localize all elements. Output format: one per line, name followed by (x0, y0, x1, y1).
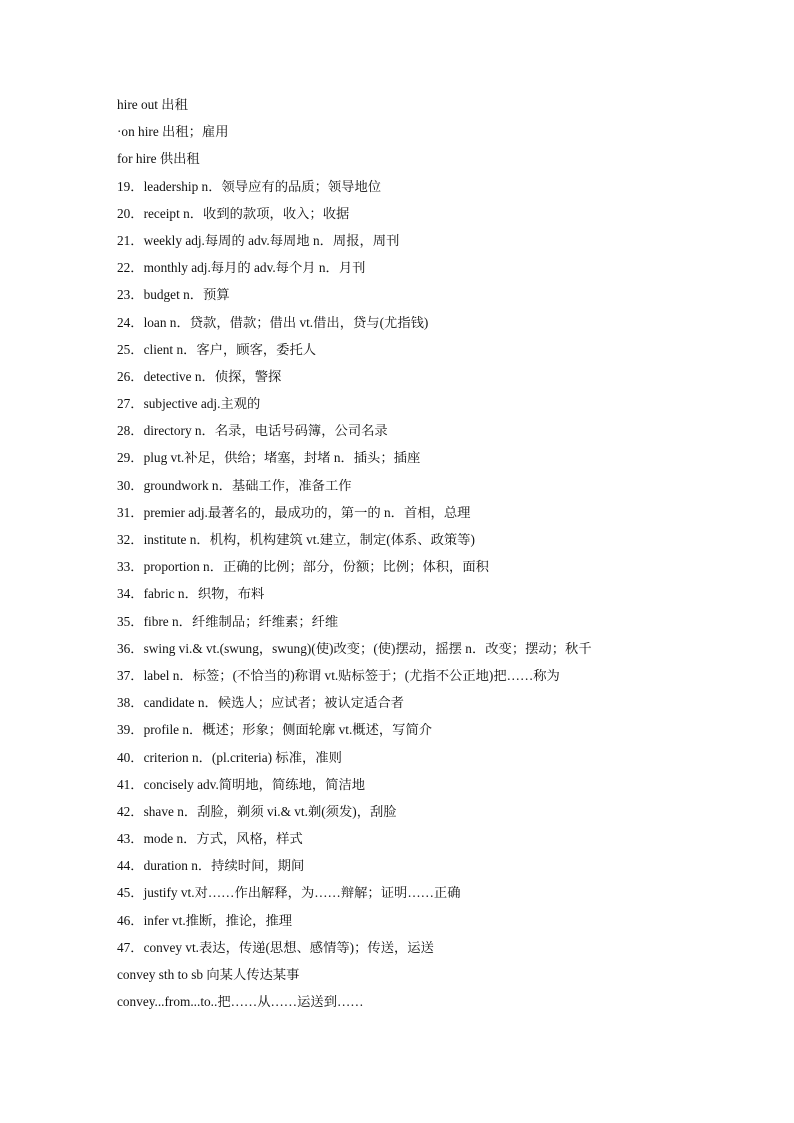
vocab-line: 38．candidate n．候选人；应试者；被认定适合者 (117, 695, 404, 711)
vocab-line: 30．groundwork n．基础工作，准备工作 (117, 477, 352, 493)
vocab-line: 26．detective n．侦探，警探 (117, 368, 282, 384)
vocab-line: 19．leadership n．领导应有的品质；领导地位 (117, 178, 382, 194)
vocab-line: 23．budget n．预算 (117, 287, 230, 303)
vocab-line: convey sth to sb 向某人传达某事 (117, 967, 300, 982)
vocab-line: 42．shave n．刮脸，剃须 vi.& vt.剃(须发)，刮脸 (117, 803, 397, 819)
vocab-line: 29．plug vt.补足，供给；堵塞，封堵 n．插头；插座 (117, 450, 421, 466)
vocab-line: 39．profile n．概述；形象；侧面轮廓 vt.概述，写简介 (117, 722, 433, 738)
vocab-line: 20．receipt n．收到的款项，收入；收据 (117, 205, 350, 221)
vocab-line: 25．client n．客户，顾客，委托人 (117, 341, 317, 357)
vocab-line: 35．fibre n．纤维制品；纤维素；纤维 (117, 613, 339, 629)
vocab-line: 41．concisely adv.简明地，简练地，简洁地 (117, 776, 366, 792)
vocab-line: 27．subjective adj.主观的 (117, 396, 261, 412)
vocab-line: 44．duration n．持续时间，期间 (117, 858, 305, 874)
vocab-line: 45．justify vt.对……作出解释，为……辩解；证明……正确 (117, 885, 461, 901)
vocab-line: 40．criterion n．(pl.criteria) 标准，准则 (117, 749, 342, 765)
vocab-line: 43．mode n．方式，风格，样式 (117, 831, 303, 847)
vocab-line: 31．premier adj.最著名的，最成功的，第一的 n．首相，总理 (117, 504, 471, 520)
vocab-line: 46．infer vt.推断，推论，推理 (117, 912, 293, 928)
vocab-line: hire out 出租 (117, 97, 188, 112)
vocab-line: 22．monthly adj.每月的 adv.每个月 n．月刊 (117, 260, 366, 276)
vocab-line: convey...from...to..把……从……运送到…… (117, 994, 364, 1010)
vocab-line: 33．proportion n．正确的比例；部分，份额；比例；体积，面积 (117, 559, 489, 575)
vocab-line: 37．label n．标签；(不恰当的)称谓 vt.贴标签于；(尤指不公正地)把……称为 (117, 667, 560, 683)
vocab-line: 21．weekly adj.每周的 adv.每周地 n．周报，周刊 (117, 232, 400, 248)
vocab-line: 34．fabric n．织物，布料 (117, 586, 265, 602)
vocab-line: 28．directory n．名录，电话号码簿，公司名录 (117, 423, 388, 439)
vocab-line: for hire 供出租 (117, 151, 200, 167)
vocab-line: 24．loan n．贷款，借款；借出 vt.借出，贷与(尤指钱) (117, 314, 429, 330)
vocab-line: ·on hire 出租；雇用 (117, 124, 229, 140)
vocabulary-list (117, 95, 777, 1019)
vocab-line: 36．swing vi.& vt.(swung，swung)(使)改变；(使)摆动，摇摆 n．改变；摆动；秋千 (117, 640, 592, 656)
vocab-line: 32．institute n．机构，机构建筑 vt.建立，制定(体系、政策等) (117, 532, 475, 547)
vocab-line: 47．convey vt.表达，传递(思想、感情等)；传送，运送 (117, 939, 434, 955)
